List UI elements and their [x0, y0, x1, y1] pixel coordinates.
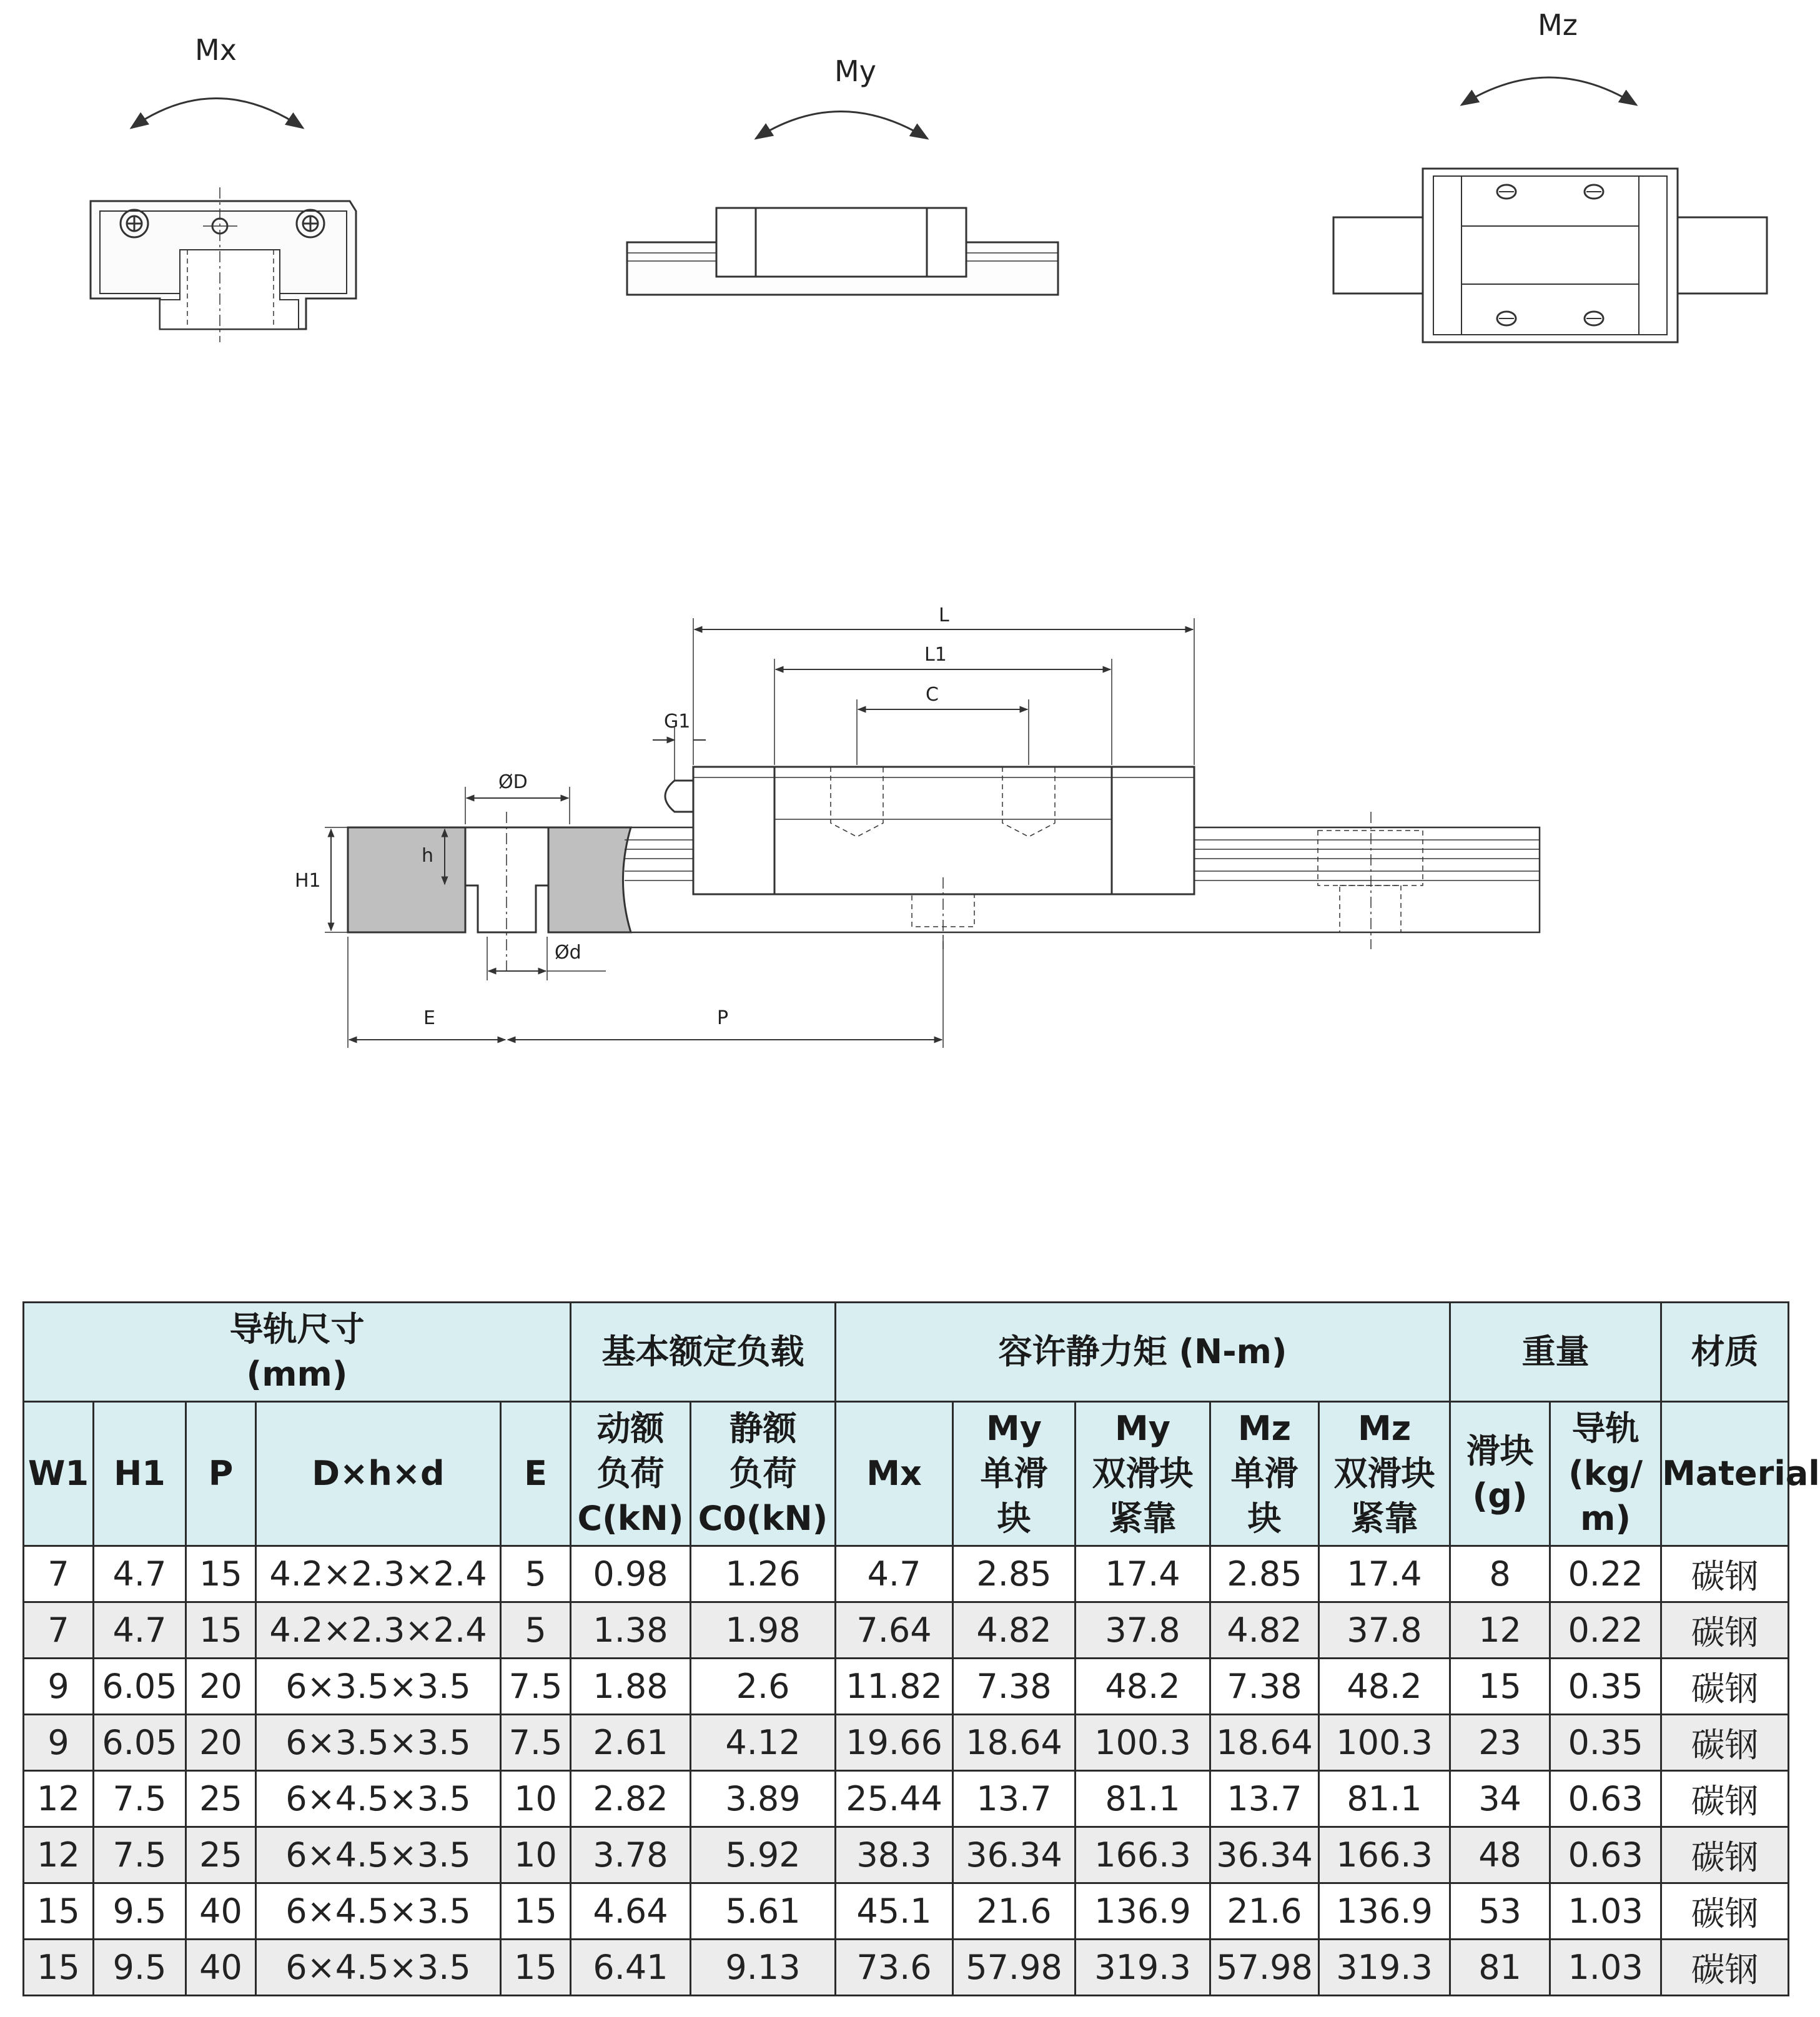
table-row [24, 1546, 1789, 1602]
table-cell: 碳钢 [1661, 1940, 1789, 1996]
mx-view [91, 33, 356, 342]
table-cell: 57.98 [953, 1940, 1076, 1996]
table-cell: 2.6 [691, 1659, 836, 1715]
col-mz-single: Mz 单滑 块 [1210, 1402, 1319, 1546]
table-cell: 7.38 [1210, 1659, 1319, 1715]
table-cell: 9.5 [94, 1883, 186, 1940]
col-material: Material [1661, 1402, 1789, 1546]
table-cell: 4.7 [94, 1602, 186, 1659]
table-cell: 25 [186, 1827, 256, 1883]
table-cell: 6×3.5×3.5 [256, 1715, 501, 1771]
table-cell: 40 [186, 1883, 256, 1940]
table-cell: 136.9 [1319, 1883, 1450, 1940]
table-cell: 5 [501, 1602, 571, 1659]
table-cell: 73.6 [836, 1940, 953, 1996]
table-cell: 45.1 [836, 1883, 953, 1940]
table-row [24, 1771, 1789, 1827]
table-cell: 15 [24, 1940, 94, 1996]
table-cell: 2.85 [953, 1546, 1076, 1602]
table-cell: 9.5 [94, 1940, 186, 1996]
table-cell: 1.03 [1550, 1940, 1661, 1996]
table-cell: 21.6 [1210, 1883, 1319, 1940]
col-w1: W1 [24, 1402, 94, 1546]
table-cell: 15 [501, 1940, 571, 1996]
col-rail-weight: 导轨 (kg/ m) [1550, 1402, 1661, 1546]
table-cell: 81.1 [1076, 1771, 1210, 1827]
mz-label: Mz [1538, 8, 1578, 42]
table-cell: 136.9 [1076, 1883, 1210, 1940]
table-cell: 7 [24, 1602, 94, 1659]
table-cell: 7.5 [94, 1827, 186, 1883]
table-cell: 4.82 [1210, 1602, 1319, 1659]
table-cell: 1.38 [571, 1602, 691, 1659]
table-row [24, 1715, 1789, 1771]
table-cell: 7.5 [94, 1771, 186, 1827]
table-cell: 1.98 [691, 1602, 836, 1659]
col-mx: Mx [836, 1402, 953, 1546]
col-c0: 静额 负荷 C0(kN) [691, 1402, 836, 1546]
dim-E: E [423, 1007, 435, 1029]
table-cell: 0.63 [1550, 1771, 1661, 1827]
table-cell: 81 [1450, 1940, 1550, 1996]
table-cell: 19.66 [836, 1715, 953, 1771]
table-cell: 9 [24, 1715, 94, 1771]
table-cell: 7.64 [836, 1602, 953, 1659]
table-cell: 13.7 [1210, 1771, 1319, 1827]
table-cell: 5 [501, 1546, 571, 1602]
table-cell: 15 [501, 1883, 571, 1940]
col-my-single: My 单滑 块 [953, 1402, 1076, 1546]
table-cell: 4.64 [571, 1883, 691, 1940]
table-cell: 53 [1450, 1883, 1550, 1940]
group-material: 材质 [1661, 1303, 1789, 1402]
col-mz-double: Mz 双滑块 紧靠 [1319, 1402, 1450, 1546]
dim-L1: L1 [924, 644, 947, 666]
table-row [24, 1827, 1789, 1883]
table-cell: 碳钢 [1661, 1602, 1789, 1659]
my-label: My [834, 54, 876, 88]
table-cell: 5.61 [691, 1883, 836, 1940]
table-row [24, 1940, 1789, 1996]
col-p: P [186, 1402, 256, 1546]
table-cell: 34 [1450, 1771, 1550, 1827]
table-cell: 0.22 [1550, 1546, 1661, 1602]
table-cell: 37.8 [1319, 1602, 1450, 1659]
table-cell: 2.85 [1210, 1546, 1319, 1602]
table-cell: 15 [186, 1546, 256, 1602]
table-cell: 6×3.5×3.5 [256, 1659, 501, 1715]
col-dhd: D×h×d [256, 1402, 501, 1546]
spec-table [22, 1301, 1820, 1996]
dim-C: C [926, 684, 939, 706]
group-rail-size: 导轨尺寸 (mm) [24, 1303, 571, 1402]
table-cell: 7 [24, 1546, 94, 1602]
dim-G1: G1 [664, 711, 691, 732]
table-cell: 12 [24, 1827, 94, 1883]
dim-L: L [939, 604, 949, 626]
table-cell: 1.26 [691, 1546, 836, 1602]
table-cell: 100.3 [1076, 1715, 1210, 1771]
table-cell: 21.6 [953, 1883, 1076, 1940]
table-cell: 48.2 [1319, 1659, 1450, 1715]
table-cell: 15 [24, 1883, 94, 1940]
dim-P: P [717, 1007, 729, 1029]
table-cell: 7.38 [953, 1659, 1076, 1715]
table-cell: 23 [1450, 1715, 1550, 1771]
table-cell: 37.8 [1076, 1602, 1210, 1659]
table-cell: 6.05 [94, 1659, 186, 1715]
dim-H1: H1 [295, 870, 321, 892]
table-cell: 25.44 [836, 1771, 953, 1827]
table-cell: 166.3 [1319, 1827, 1450, 1883]
group-basic-load: 基本额定负载 [571, 1303, 836, 1402]
spec-table-body [24, 1546, 1789, 1996]
dim-d: Ød [555, 942, 581, 964]
table-cell: 0.35 [1550, 1715, 1661, 1771]
col-h1: H1 [94, 1402, 186, 1546]
table-cell: 12 [1450, 1602, 1550, 1659]
table-cell: 6.05 [94, 1715, 186, 1771]
table-cell: 17.4 [1076, 1546, 1210, 1602]
table-cell: 17.4 [1319, 1546, 1450, 1602]
table-cell: 0.35 [1550, 1659, 1661, 1715]
table-cell: 2.61 [571, 1715, 691, 1771]
table-cell: 18.64 [1210, 1715, 1319, 1771]
table-cell: 碳钢 [1661, 1659, 1789, 1715]
table-cell: 36.34 [1210, 1827, 1319, 1883]
table-cell: 81.1 [1319, 1771, 1450, 1827]
table-cell: 6.41 [571, 1940, 691, 1996]
col-c: 动额 负荷 C(kN) [571, 1402, 691, 1546]
table-cell: 0.22 [1550, 1602, 1661, 1659]
table-cell: 166.3 [1076, 1827, 1210, 1883]
table-row [24, 1659, 1789, 1715]
table-cell: 15 [1450, 1659, 1550, 1715]
table-cell: 36.34 [953, 1827, 1076, 1883]
table-cell: 4.12 [691, 1715, 836, 1771]
table-cell: 0.63 [1550, 1827, 1661, 1883]
table-cell: 20 [186, 1659, 256, 1715]
mz-view [1333, 8, 1767, 342]
table-cell: 8 [1450, 1546, 1550, 1602]
table-cell: 4.82 [953, 1602, 1076, 1659]
table-row [24, 1602, 1789, 1659]
table-cell: 38.3 [836, 1827, 953, 1883]
table-cell: 12 [24, 1771, 94, 1827]
table-cell: 48.2 [1076, 1659, 1210, 1715]
table-cell: 碳钢 [1661, 1771, 1789, 1827]
col-my-double: My 双滑块 紧靠 [1076, 1402, 1210, 1546]
dim-h: h [422, 845, 434, 867]
table-cell: 0.98 [571, 1546, 691, 1602]
table-cell: 319.3 [1076, 1940, 1210, 1996]
table-cell: 7.5 [501, 1659, 571, 1715]
table-cell: 6×4.5×3.5 [256, 1883, 501, 1940]
table-cell: 9 [24, 1659, 94, 1715]
my-view [627, 54, 1058, 295]
table-cell: 10 [501, 1771, 571, 1827]
table-cell: 57.98 [1210, 1940, 1319, 1996]
col-e: E [501, 1402, 571, 1546]
table-cell: 18.64 [953, 1715, 1076, 1771]
table-cell: 48 [1450, 1827, 1550, 1883]
table-cell: 6×4.5×3.5 [256, 1827, 501, 1883]
table-cell: 40 [186, 1940, 256, 1996]
table-cell: 碳钢 [1661, 1883, 1789, 1940]
table-cell: 1.88 [571, 1659, 691, 1715]
table-cell: 13.7 [953, 1771, 1076, 1827]
table-cell: 25 [186, 1771, 256, 1827]
table-cell: 2.82 [571, 1771, 691, 1827]
group-static-moment: 容许静力矩 (N-m) [836, 1303, 1450, 1402]
table-cell: 9.13 [691, 1940, 836, 1996]
table-cell: 5.92 [691, 1827, 836, 1883]
table-row [24, 1883, 1789, 1940]
table-cell: 4.2×2.3×2.4 [256, 1602, 501, 1659]
group-weight: 重量 [1450, 1303, 1661, 1402]
table-cell: 100.3 [1319, 1715, 1450, 1771]
table-cell: 15 [186, 1602, 256, 1659]
table-cell: 3.89 [691, 1771, 836, 1827]
table-cell: 6×4.5×3.5 [256, 1940, 501, 1996]
table-cell: 4.7 [836, 1546, 953, 1602]
dim-D: ØD [498, 771, 528, 793]
table-cell: 4.2×2.3×2.4 [256, 1546, 501, 1602]
table-cell: 碳钢 [1661, 1827, 1789, 1883]
table-cell: 碳钢 [1661, 1546, 1789, 1602]
table-cell: 7.5 [501, 1715, 571, 1771]
table-cell: 319.3 [1319, 1940, 1450, 1996]
mx-label: Mx [195, 33, 237, 67]
table-cell: 20 [186, 1715, 256, 1771]
table-cell: 6×4.5×3.5 [256, 1771, 501, 1827]
table-cell: 11.82 [836, 1659, 953, 1715]
table-cell: 1.03 [1550, 1883, 1661, 1940]
table-cell: 10 [501, 1827, 571, 1883]
col-block-weight: 滑块 (g) [1450, 1402, 1550, 1546]
table-cell: 3.78 [571, 1827, 691, 1883]
table-cell: 碳钢 [1661, 1715, 1789, 1771]
table-cell: 4.7 [94, 1546, 186, 1602]
dimension-drawing [295, 604, 1540, 1048]
